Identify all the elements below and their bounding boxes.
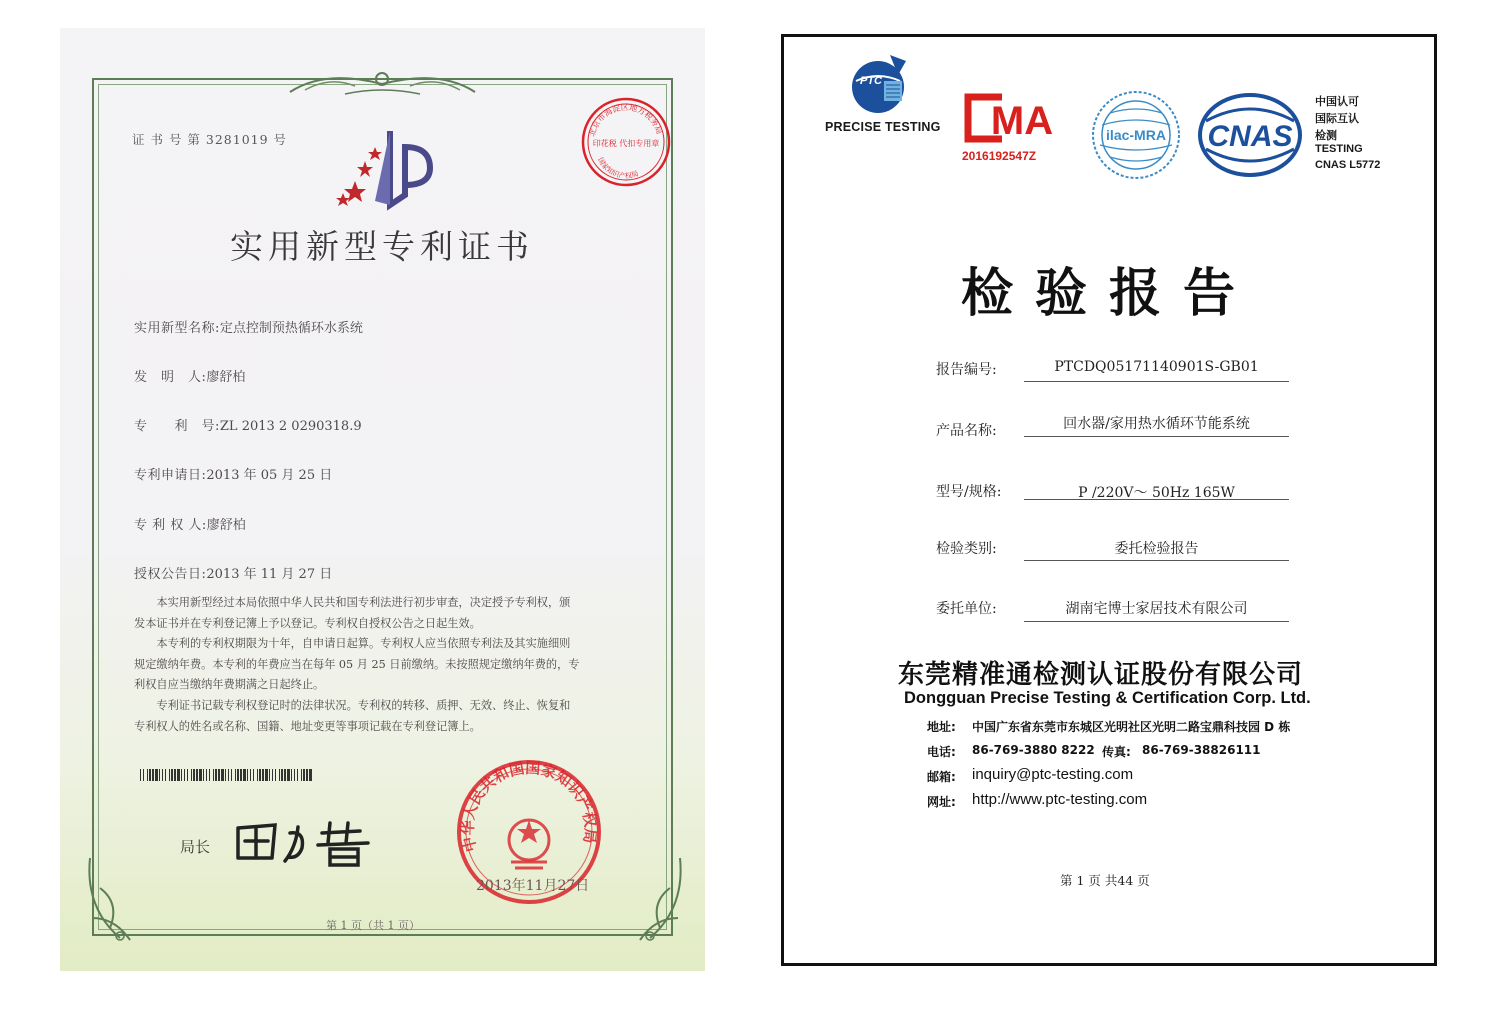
cnas-note: 国际互认 <box>1315 113 1359 125</box>
client-value: 湖南宅博士家居技术有限公司 <box>1065 601 1248 617</box>
tax-stamp-inner-text: 印花税 代扣专用章 <box>592 139 660 148</box>
fax-value: 86-769-38826111 <box>1142 743 1261 757</box>
ptc-caption: PRECISE TESTING <box>825 120 941 134</box>
report-page-number: 第 1 页 共44 页 <box>1060 873 1150 888</box>
seal-text: 中华人民共和国国家知识产权局 <box>458 758 600 854</box>
field-grant-date: 授权公告日:2013 年 11 月 27 日 <box>134 567 333 582</box>
ilac-mark-text: ilac-MRA <box>1106 127 1166 143</box>
inspection-report <box>781 34 1437 966</box>
product-name-label: 产品名称: <box>936 423 997 439</box>
field-patent-number: 专 利 号:ZL 2013 2 0290318.9 <box>134 419 362 434</box>
barcode-icon <box>140 769 313 781</box>
field-underline <box>1024 381 1289 382</box>
seal-date: 2013年11月27日 <box>476 878 590 894</box>
field-patentee: 专 利 权 人:廖舒柏 <box>134 518 246 533</box>
email-value: inquiry@ptc-testing.com <box>972 766 1134 783</box>
ptc-badge-text: PTC <box>860 75 882 87</box>
phone-value: 86-769-3880 8222 <box>972 743 1095 757</box>
report-title: 检验报告 <box>961 263 1258 324</box>
field-utility-model-name: 实用新型名称:定点控制预热循环水系统 <box>134 321 363 336</box>
address-value: 中国广东省东莞市东城区光明社区光明二路宝鼎科技园 D 栋 <box>972 720 1291 734</box>
cma-code: 2016192547Z <box>962 149 1037 163</box>
field-underline <box>1024 499 1289 500</box>
model-spec-value: P /220V～ 50Hz 165W <box>1078 485 1235 501</box>
cnas-mark-text: CNAS <box>1207 120 1293 153</box>
address-label: 地址: <box>927 720 956 734</box>
cnas-note: 中国认可 <box>1315 96 1359 108</box>
tax-stamp-bottom-text: 国家知识产权局 <box>596 156 640 181</box>
inspection-type-label: 检验类别: <box>936 541 997 557</box>
patent-certificate <box>60 28 705 971</box>
top-ornament-icon <box>285 64 480 98</box>
website-label: 网址: <box>927 795 956 809</box>
svg-text:中华人民共和国国家知识产权局 <box>459 759 600 854</box>
model-spec-label: 型号/规格: <box>936 484 1002 500</box>
report-number-value: PTCDQ05171140901S-GB01 <box>1054 359 1259 375</box>
corner-ornament-icon <box>600 848 690 948</box>
client-label: 委托单位: <box>936 601 997 617</box>
cnas-note: 检测 <box>1315 130 1337 142</box>
cnas-note: TESTING <box>1315 143 1363 155</box>
company-name-en: Dongguan Precise Testing & Certification Corp. Ltd. <box>904 689 1311 707</box>
tax-stamp-icon <box>580 96 672 188</box>
sipo-logo-icon <box>335 123 450 213</box>
field-underline <box>1024 621 1289 622</box>
fax-label: 传真: <box>1102 745 1131 759</box>
director-signature <box>230 813 380 868</box>
cma-mark-text: MA <box>990 99 1054 143</box>
certificate-body-text: 本实用新型经过本局依照中华人民共和国专利法进行初步审查，决定授予专利权，颁 发本证书并在专利登记簿上予以登记。专利权自授权公告之日起生效。 本专利的专利权期限为十年，自申请日起算。专利权人应当依照专利法及其实施细则 规定缴纳年费。本专利的年费应当在每年 05 月 25 日前缴纳。未按照规定缴纳年费的，专 利权自应当缴纳年费期满之日起终止。 专利证书记载专利权登记时的法律状况。专利权的转移、质押、无效、终止、恢复和 专利权人的姓名或名称、国籍、地址变更等事项记载在专利登记簿上。 <box>134 596 580 733</box>
corner-ornament-icon <box>80 848 170 948</box>
certificate-number: 证 书 号 第 3281019 号 <box>132 132 288 147</box>
director-label: 局长 <box>180 838 211 856</box>
svg-text:国家知识产权局 <box>596 156 639 180</box>
ilac-mra-logo-icon <box>1090 89 1182 181</box>
phone-label: 电话: <box>927 745 956 759</box>
website-value: http://www.ptc-testing.com <box>972 791 1148 808</box>
tax-stamp-top-text: 北京市海淀区地方税务局 <box>587 102 664 138</box>
ptc-logo-icon <box>846 51 918 117</box>
company-name-cn: 东莞精准通检测认证股份有限公司 <box>898 660 1304 690</box>
field-underline <box>1024 560 1289 561</box>
certificate-page-number: 第 1 页（共 1 页） <box>326 919 420 932</box>
product-name-value: 回水器/家用热水循环节能系统 <box>1063 416 1250 432</box>
cma-logo-icon <box>962 91 1064 145</box>
field-application-date: 专利申请日:2013 年 05 月 25 日 <box>134 468 333 483</box>
cnas-logo-icon <box>1198 91 1302 179</box>
report-number-label: 报告编号: <box>936 362 997 378</box>
cnas-note: CNAS L5772 <box>1315 159 1381 171</box>
field-inventor: 发 明 人:廖舒柏 <box>134 370 246 385</box>
certificate-title: 实用新型专利证书 <box>230 227 534 266</box>
inspection-type-value: 委托检验报告 <box>1114 541 1199 557</box>
field-underline <box>1024 436 1289 437</box>
email-label: 邮箱: <box>927 770 956 784</box>
